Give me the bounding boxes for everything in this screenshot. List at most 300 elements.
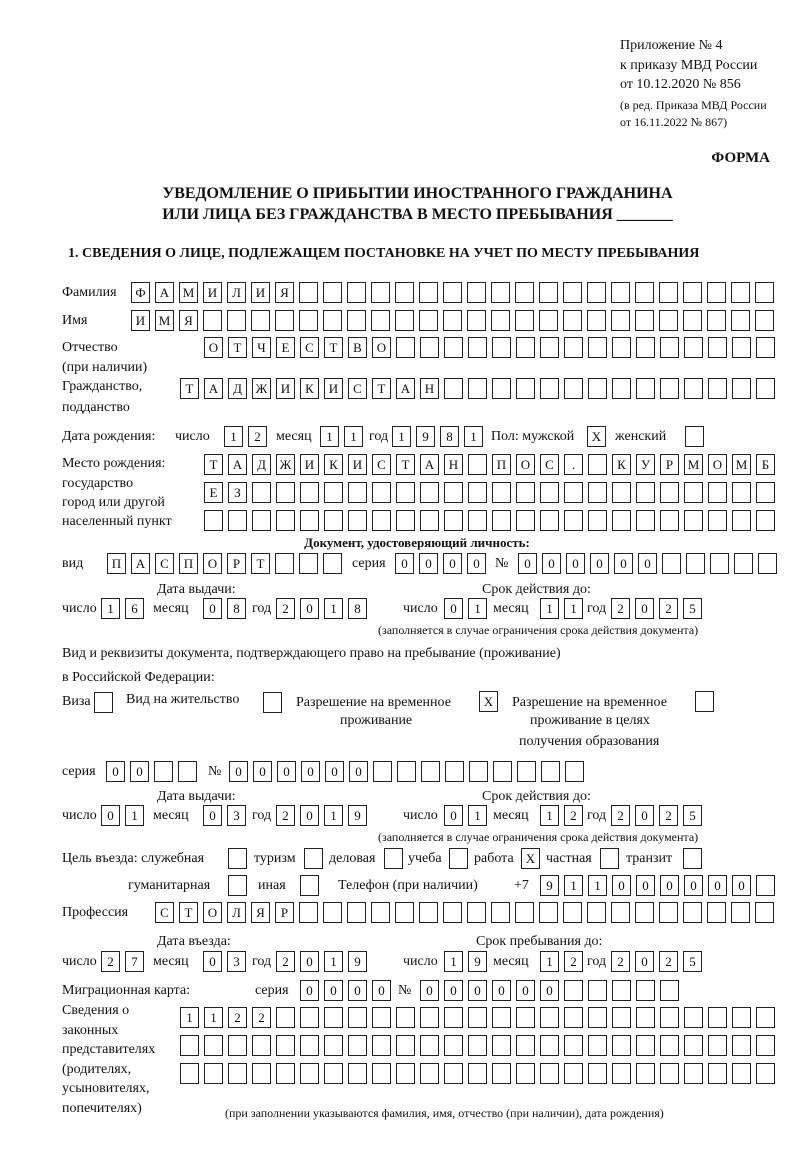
char-cell[interactable]: 0 [348, 980, 367, 1001]
char-cell[interactable] [492, 1007, 511, 1028]
char-cell[interactable] [588, 454, 607, 475]
char-cell[interactable]: О [708, 454, 727, 475]
char-cell[interactable] [492, 510, 511, 531]
char-cell[interactable] [708, 337, 727, 358]
char-cell[interactable]: С [372, 454, 391, 475]
char-cell[interactable] [540, 510, 559, 531]
char-cell[interactable] [516, 1007, 535, 1028]
char-cell[interactable] [732, 510, 751, 531]
char-cell[interactable] [397, 761, 416, 782]
char-cell[interactable] [683, 902, 702, 923]
char-cell[interactable] [419, 282, 438, 303]
char-cell[interactable]: А [204, 378, 223, 399]
char-cell[interactable] [636, 337, 655, 358]
char-cell[interactable]: 3 [227, 951, 246, 972]
char-cell[interactable]: О [204, 337, 223, 358]
char-cell[interactable]: 0 [467, 553, 486, 574]
char-cell[interactable] [564, 1063, 583, 1084]
char-cell[interactable] [204, 510, 223, 531]
char-cell[interactable] [443, 282, 462, 303]
char-cell[interactable]: 5 [683, 598, 702, 619]
char-cell[interactable]: Т [180, 378, 199, 399]
char-cell[interactable]: 0 [253, 761, 272, 782]
char-cell[interactable] [659, 310, 678, 331]
char-cell[interactable] [180, 1063, 199, 1084]
char-cell[interactable]: Б [756, 454, 775, 475]
char-cell[interactable] [611, 902, 630, 923]
char-cell[interactable]: 0 [203, 951, 222, 972]
char-cell[interactable]: 0 [708, 875, 727, 896]
char-cell[interactable]: 2 [659, 805, 678, 826]
char-cell[interactable]: 0 [300, 805, 319, 826]
char-cell[interactable] [732, 1035, 751, 1056]
char-cell[interactable] [252, 1063, 271, 1084]
char-cell[interactable] [588, 1063, 607, 1084]
char-cell[interactable] [732, 1007, 751, 1028]
char-cell[interactable] [299, 902, 318, 923]
char-cell[interactable] [276, 1063, 295, 1084]
char-cell[interactable]: 1 [324, 951, 343, 972]
char-cell[interactable] [683, 282, 702, 303]
char-cell[interactable] [708, 482, 727, 503]
char-cell[interactable]: Д [252, 454, 271, 475]
char-cell[interactable]: С [540, 454, 559, 475]
char-cell[interactable] [443, 902, 462, 923]
char-cell[interactable] [636, 510, 655, 531]
char-cell[interactable] [228, 1035, 247, 1056]
char-cell[interactable]: 0 [419, 553, 438, 574]
char-cell[interactable] [756, 482, 775, 503]
char-cell[interactable] [564, 482, 583, 503]
char-cell[interactable] [540, 337, 559, 358]
char-cell[interactable]: 0 [229, 761, 248, 782]
char-cell[interactable] [227, 310, 246, 331]
char-cell[interactable] [517, 761, 536, 782]
char-cell[interactable] [732, 337, 751, 358]
char-cell[interactable]: 1 [564, 875, 583, 896]
char-cell[interactable]: 0 [349, 761, 368, 782]
char-cell[interactable] [395, 282, 414, 303]
char-cell[interactable]: Я [251, 902, 270, 923]
char-cell[interactable] [300, 510, 319, 531]
char-cell[interactable] [708, 1035, 727, 1056]
char-cell[interactable] [300, 482, 319, 503]
char-cell[interactable] [468, 482, 487, 503]
char-cell[interactable]: З [228, 482, 247, 503]
char-cell[interactable] [228, 510, 247, 531]
char-cell[interactable]: 2 [248, 426, 267, 447]
char-cell[interactable] [612, 1063, 631, 1084]
char-cell[interactable] [731, 282, 750, 303]
checkbox-cell[interactable]: X [479, 691, 498, 712]
char-cell[interactable]: Т [204, 454, 223, 475]
char-cell[interactable]: 0 [636, 875, 655, 896]
char-cell[interactable] [660, 1007, 679, 1028]
char-cell[interactable]: Я [275, 282, 294, 303]
checkbox-cell[interactable] [263, 692, 282, 713]
char-cell[interactable]: 0 [372, 980, 391, 1001]
char-cell[interactable] [732, 1063, 751, 1084]
char-cell[interactable] [419, 902, 438, 923]
char-cell[interactable] [467, 902, 486, 923]
char-cell[interactable]: 2 [611, 598, 630, 619]
char-cell[interactable]: 9 [468, 951, 487, 972]
char-cell[interactable] [324, 1063, 343, 1084]
char-cell[interactable] [468, 454, 487, 475]
char-cell[interactable] [421, 761, 440, 782]
char-cell[interactable] [492, 1035, 511, 1056]
char-cell[interactable] [154, 761, 173, 782]
char-cell[interactable] [611, 310, 630, 331]
char-cell[interactable] [612, 378, 631, 399]
char-cell[interactable]: В [348, 337, 367, 358]
char-cell[interactable]: 1 [204, 1007, 223, 1028]
char-cell[interactable]: А [131, 553, 150, 574]
char-cell[interactable]: 0 [444, 805, 463, 826]
char-cell[interactable]: Ф [131, 282, 150, 303]
char-cell[interactable]: С [155, 902, 174, 923]
char-cell[interactable] [612, 1035, 631, 1056]
char-cell[interactable]: 2 [564, 805, 583, 826]
char-cell[interactable]: 1 [125, 805, 144, 826]
char-cell[interactable] [492, 337, 511, 358]
char-cell[interactable]: Т [324, 337, 343, 358]
char-cell[interactable] [324, 1035, 343, 1056]
char-cell[interactable] [564, 1035, 583, 1056]
char-cell[interactable] [588, 378, 607, 399]
char-cell[interactable]: М [179, 282, 198, 303]
checkbox-cell[interactable] [449, 848, 468, 869]
char-cell[interactable] [612, 980, 631, 1001]
char-cell[interactable] [371, 902, 390, 923]
char-cell[interactable] [707, 282, 726, 303]
char-cell[interactable] [251, 310, 270, 331]
char-cell[interactable] [660, 337, 679, 358]
char-cell[interactable] [755, 310, 774, 331]
char-cell[interactable]: 9 [540, 875, 559, 896]
char-cell[interactable] [684, 482, 703, 503]
char-cell[interactable] [563, 282, 582, 303]
char-cell[interactable]: Р [660, 454, 679, 475]
char-cell[interactable] [492, 482, 511, 503]
char-cell[interactable]: 5 [683, 951, 702, 972]
char-cell[interactable] [492, 1063, 511, 1084]
char-cell[interactable]: 1 [464, 426, 483, 447]
char-cell[interactable] [612, 337, 631, 358]
char-cell[interactable] [732, 378, 751, 399]
char-cell[interactable]: С [348, 378, 367, 399]
char-cell[interactable]: 9 [416, 426, 435, 447]
char-cell[interactable]: И [324, 378, 343, 399]
char-cell[interactable] [636, 1063, 655, 1084]
char-cell[interactable] [444, 510, 463, 531]
char-cell[interactable]: 3 [227, 805, 246, 826]
char-cell[interactable]: 0 [324, 980, 343, 1001]
char-cell[interactable] [323, 310, 342, 331]
char-cell[interactable]: Ж [252, 378, 271, 399]
char-cell[interactable] [347, 310, 366, 331]
char-cell[interactable] [516, 510, 535, 531]
char-cell[interactable]: 0 [203, 805, 222, 826]
char-cell[interactable]: 0 [540, 980, 559, 1001]
char-cell[interactable] [707, 902, 726, 923]
char-cell[interactable] [348, 1063, 367, 1084]
char-cell[interactable] [396, 1035, 415, 1056]
char-cell[interactable] [300, 1007, 319, 1028]
char-cell[interactable] [467, 310, 486, 331]
char-cell[interactable] [420, 510, 439, 531]
char-cell[interactable]: 0 [612, 875, 631, 896]
char-cell[interactable]: 2 [276, 598, 295, 619]
char-cell[interactable] [372, 1007, 391, 1028]
char-cell[interactable]: К [300, 378, 319, 399]
char-cell[interactable]: 2 [564, 951, 583, 972]
char-cell[interactable]: Т [228, 337, 247, 358]
char-cell[interactable] [276, 1035, 295, 1056]
char-cell[interactable] [539, 902, 558, 923]
char-cell[interactable]: 2 [611, 805, 630, 826]
char-cell[interactable] [587, 282, 606, 303]
char-cell[interactable]: 2 [101, 951, 120, 972]
checkbox-cell[interactable] [600, 848, 619, 869]
char-cell[interactable]: И [348, 454, 367, 475]
char-cell[interactable]: 1 [320, 426, 339, 447]
char-cell[interactable]: Т [372, 378, 391, 399]
char-cell[interactable]: И [131, 310, 150, 331]
char-cell[interactable] [468, 1035, 487, 1056]
char-cell[interactable]: 1 [224, 426, 243, 447]
char-cell[interactable] [660, 980, 679, 1001]
char-cell[interactable] [347, 902, 366, 923]
char-cell[interactable] [710, 553, 729, 574]
char-cell[interactable]: С [155, 553, 174, 574]
char-cell[interactable] [468, 1007, 487, 1028]
char-cell[interactable] [371, 282, 390, 303]
char-cell[interactable] [756, 875, 775, 896]
char-cell[interactable]: 0 [635, 598, 654, 619]
char-cell[interactable]: 0 [420, 980, 439, 1001]
char-cell[interactable]: 0 [660, 875, 679, 896]
char-cell[interactable] [708, 510, 727, 531]
char-cell[interactable] [469, 761, 488, 782]
char-cell[interactable] [731, 310, 750, 331]
char-cell[interactable]: 8 [440, 426, 459, 447]
char-cell[interactable] [684, 337, 703, 358]
char-cell[interactable] [660, 1035, 679, 1056]
char-cell[interactable]: М [155, 310, 174, 331]
char-cell[interactable]: 6 [125, 598, 144, 619]
char-cell[interactable] [756, 510, 775, 531]
char-cell[interactable] [275, 553, 294, 574]
char-cell[interactable]: 1 [180, 1007, 199, 1028]
char-cell[interactable]: 0 [300, 980, 319, 1001]
char-cell[interactable] [587, 902, 606, 923]
char-cell[interactable] [373, 761, 392, 782]
char-cell[interactable] [564, 980, 583, 1001]
char-cell[interactable] [515, 282, 534, 303]
char-cell[interactable] [468, 337, 487, 358]
char-cell[interactable]: О [203, 553, 222, 574]
checkbox-cell[interactable]: X [587, 426, 606, 447]
char-cell[interactable]: 1 [468, 805, 487, 826]
char-cell[interactable]: Л [227, 282, 246, 303]
char-cell[interactable]: 8 [348, 598, 367, 619]
char-cell[interactable] [588, 980, 607, 1001]
char-cell[interactable]: Р [275, 902, 294, 923]
checkbox-cell[interactable] [304, 848, 323, 869]
char-cell[interactable] [684, 510, 703, 531]
char-cell[interactable]: А [228, 454, 247, 475]
char-cell[interactable]: 1 [540, 805, 559, 826]
char-cell[interactable]: 7 [125, 951, 144, 972]
char-cell[interactable] [563, 310, 582, 331]
char-cell[interactable] [324, 482, 343, 503]
char-cell[interactable]: А [155, 282, 174, 303]
char-cell[interactable]: М [684, 454, 703, 475]
char-cell[interactable]: 0 [203, 598, 222, 619]
char-cell[interactable] [348, 1007, 367, 1028]
char-cell[interactable] [756, 1007, 775, 1028]
char-cell[interactable] [659, 282, 678, 303]
char-cell[interactable] [541, 761, 560, 782]
char-cell[interactable] [732, 482, 751, 503]
char-cell[interactable]: 0 [542, 553, 561, 574]
char-cell[interactable]: А [420, 454, 439, 475]
char-cell[interactable]: 9 [348, 951, 367, 972]
char-cell[interactable] [635, 310, 654, 331]
char-cell[interactable]: 1 [344, 426, 363, 447]
checkbox-cell[interactable]: X [521, 848, 540, 869]
char-cell[interactable]: Н [420, 378, 439, 399]
char-cell[interactable]: 2 [659, 951, 678, 972]
char-cell[interactable]: 0 [301, 761, 320, 782]
char-cell[interactable] [444, 1035, 463, 1056]
char-cell[interactable] [396, 1063, 415, 1084]
char-cell[interactable] [372, 1063, 391, 1084]
char-cell[interactable] [371, 310, 390, 331]
char-cell[interactable]: 1 [540, 598, 559, 619]
char-cell[interactable] [564, 337, 583, 358]
char-cell[interactable] [660, 482, 679, 503]
char-cell[interactable] [612, 1007, 631, 1028]
checkbox-cell[interactable] [228, 875, 247, 896]
char-cell[interactable] [756, 337, 775, 358]
char-cell[interactable] [684, 378, 703, 399]
char-cell[interactable] [444, 1007, 463, 1028]
char-cell[interactable]: Т [396, 454, 415, 475]
char-cell[interactable] [758, 553, 777, 574]
char-cell[interactable]: 0 [443, 553, 462, 574]
char-cell[interactable]: 0 [101, 805, 120, 826]
char-cell[interactable] [492, 378, 511, 399]
char-cell[interactable]: С [300, 337, 319, 358]
char-cell[interactable] [252, 1035, 271, 1056]
char-cell[interactable] [708, 1063, 727, 1084]
char-cell[interactable]: 0 [516, 980, 535, 1001]
char-cell[interactable]: К [324, 454, 343, 475]
char-cell[interactable]: Д [228, 378, 247, 399]
char-cell[interactable] [516, 378, 535, 399]
checkbox-cell[interactable] [695, 691, 714, 712]
char-cell[interactable]: Т [251, 553, 270, 574]
char-cell[interactable] [396, 337, 415, 358]
char-cell[interactable]: 0 [492, 980, 511, 1001]
char-cell[interactable] [612, 510, 631, 531]
char-cell[interactable] [491, 282, 510, 303]
char-cell[interactable] [276, 1007, 295, 1028]
char-cell[interactable]: 0 [638, 553, 657, 574]
char-cell[interactable]: П [492, 454, 511, 475]
char-cell[interactable] [348, 482, 367, 503]
char-cell[interactable]: 0 [590, 553, 609, 574]
char-cell[interactable]: 0 [444, 598, 463, 619]
char-cell[interactable] [635, 282, 654, 303]
char-cell[interactable] [540, 1063, 559, 1084]
char-cell[interactable] [444, 1063, 463, 1084]
char-cell[interactable]: У [636, 454, 655, 475]
char-cell[interactable]: 2 [276, 951, 295, 972]
char-cell[interactable] [708, 378, 727, 399]
char-cell[interactable]: 1 [324, 598, 343, 619]
char-cell[interactable] [493, 761, 512, 782]
char-cell[interactable] [445, 761, 464, 782]
char-cell[interactable] [588, 1035, 607, 1056]
char-cell[interactable] [396, 482, 415, 503]
char-cell[interactable] [491, 902, 510, 923]
char-cell[interactable] [203, 310, 222, 331]
char-cell[interactable] [420, 337, 439, 358]
char-cell[interactable]: А [396, 378, 415, 399]
char-cell[interactable] [515, 310, 534, 331]
char-cell[interactable]: 1 [540, 951, 559, 972]
char-cell[interactable]: 0 [635, 805, 654, 826]
char-cell[interactable] [756, 1063, 775, 1084]
char-cell[interactable]: Ж [276, 454, 295, 475]
char-cell[interactable]: 2 [659, 598, 678, 619]
char-cell[interactable] [372, 482, 391, 503]
char-cell[interactable]: 0 [277, 761, 296, 782]
char-cell[interactable] [564, 1007, 583, 1028]
char-cell[interactable] [516, 1035, 535, 1056]
char-cell[interactable] [324, 1007, 343, 1028]
char-cell[interactable] [468, 1063, 487, 1084]
char-cell[interactable]: 1 [468, 598, 487, 619]
char-cell[interactable] [516, 337, 535, 358]
char-cell[interactable] [491, 310, 510, 331]
char-cell[interactable]: 0 [106, 761, 125, 782]
char-cell[interactable] [684, 1035, 703, 1056]
char-cell[interactable] [540, 1007, 559, 1028]
char-cell[interactable] [420, 1063, 439, 1084]
char-cell[interactable] [540, 1035, 559, 1056]
char-cell[interactable] [323, 553, 342, 574]
char-cell[interactable] [516, 1063, 535, 1084]
char-cell[interactable]: 0 [518, 553, 537, 574]
char-cell[interactable]: 0 [684, 875, 703, 896]
char-cell[interactable] [347, 282, 366, 303]
char-cell[interactable]: . [564, 454, 583, 475]
char-cell[interactable]: 0 [300, 598, 319, 619]
char-cell[interactable] [636, 378, 655, 399]
char-cell[interactable] [636, 1007, 655, 1028]
char-cell[interactable] [636, 1035, 655, 1056]
char-cell[interactable]: 0 [614, 553, 633, 574]
char-cell[interactable] [539, 310, 558, 331]
char-cell[interactable] [731, 902, 750, 923]
char-cell[interactable] [348, 510, 367, 531]
char-cell[interactable] [734, 553, 753, 574]
char-cell[interactable] [515, 902, 534, 923]
